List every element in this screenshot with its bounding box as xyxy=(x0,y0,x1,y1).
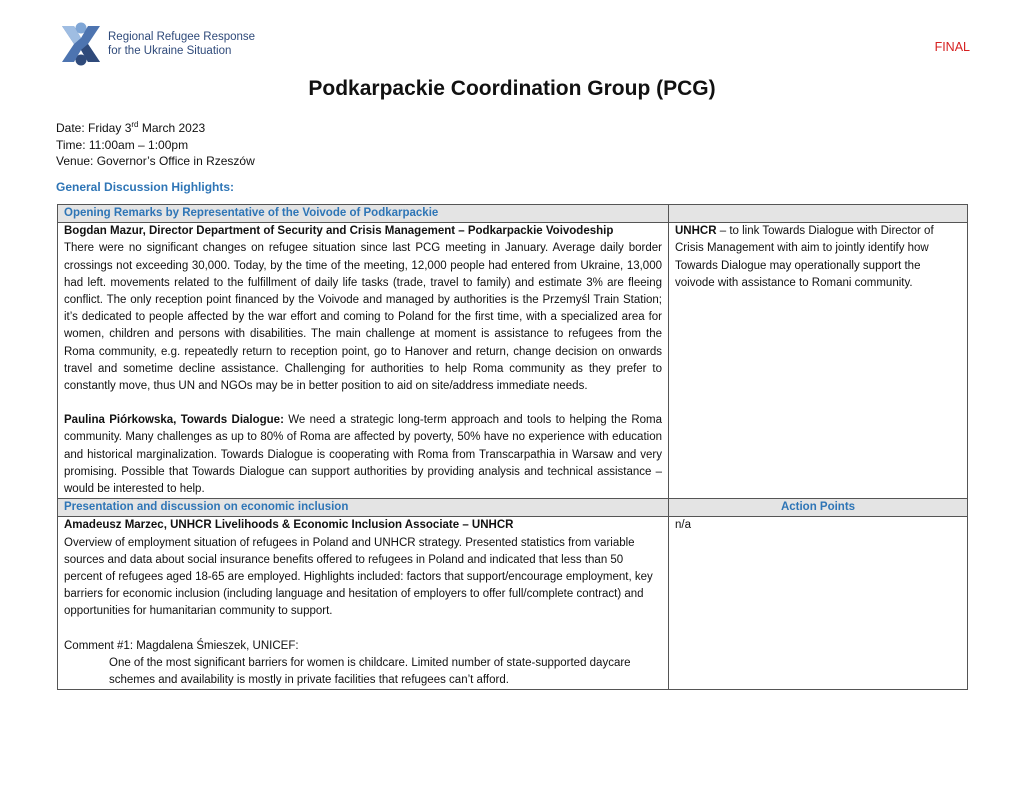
section1-row xyxy=(58,223,968,499)
section1-header-row xyxy=(58,205,968,223)
meeting-venue: Venue: Governor’s Office in Rzeszów xyxy=(56,154,255,168)
speaker2-name: Paulina Piórkowska, Towards Dialogue: xyxy=(64,414,284,427)
section1-header: Opening Remarks by Representative of the Voivode of Podkarpackie xyxy=(58,205,669,223)
highlights-heading: General Discussion Highlights: xyxy=(56,180,235,194)
action-text: – to link Towards Dialogue with Director of Crisis Management with aim to jointly identify how Towards Dialogue may operationally support the voivode with assistance to Romani community. xyxy=(675,225,934,289)
speaker1-name: Bogdan Mazur, Director Department of Security and Crisis Management – Podkarpackie Voivodeship xyxy=(64,225,614,238)
action-owner: UNHCR xyxy=(675,225,717,238)
comment-label: Comment #1: Magdalena Śmieszek, UNICEF: xyxy=(64,639,299,652)
section1-action xyxy=(669,223,968,499)
logo-line-2: for the Ukraine Situation xyxy=(108,45,232,57)
section1-discussion xyxy=(58,223,669,499)
speaker2-text: We need a strategic long-term approach and tools to helping the Roma community. Many challenges as up to 80% of Roma are affected by poverty, 50% have no experience with education and historical marginalization. Towards Dialogue is cooperating with Roma from Transcarpathia in Warsaw and very promising. Possible that Towards Dialogue can support authorities by providing analysis and technical assistance – would be interested to help. xyxy=(64,414,662,496)
section1-header-empty xyxy=(669,205,968,223)
speaker3-text: Overview of employment situation of refugees in Poland and UNHCR strategy. Presented statistics from variable sources and data about social insurance benefits offered to refugees in Poland and indicated that less than 50 percent of refugees aged 18-65 are employed. Highlights included: factors that support/encourage employment, key barriers for economic inclusion (including language and hesitation of employers to offer full/complete contract) and opportunities for humanitarian community to support. xyxy=(64,536,653,618)
speaker3-name: Amadeusz Marzec, UNHCR Livelihoods & Economic Inclusion Associate – UNHCR xyxy=(64,519,514,532)
action-points-header: Action Points xyxy=(669,499,968,517)
section2-header-row xyxy=(58,499,968,517)
speaker1-text: There were no significant changes on refugee situation since last PCG meeting in January. Average daily border crossings not exceeding 30,000. Today, by the time of the meeting, 12,000 people had entered from Ukraine, 13,000 had left. movements related to the fulfillment of daily life tasks (trade, travel to family) and estimate 3% are fleeing conflict. The only reception point financed by the Voivode and managed by authorities is the Przemyśl Train Station; it’s dedicated to people affected by the war effort and coming to Poland for the first time, with a specialized area for women, children and persons with disabilities. The main challenge at moment is assistance to refugees from the Roma community, e.g. repeatedly return to reception point, go to Hanover and return, change decision on onwards travel and sometime decline assistance. Challenging for authorities to help Roma community as they prefer to constantly move, thus UN and NGOs may be in better position to aid on site/address immediate needs. xyxy=(64,242,662,393)
minutes-table xyxy=(57,204,968,690)
comment-text: One of the most significant barriers for women is childcare. Limited number of state-supported daycare schemes and availability is mostly in private facilities that refugees can’t afford. xyxy=(109,656,631,687)
logo-line-1: Regional Refugee Response xyxy=(108,31,256,43)
section2-row xyxy=(58,517,968,690)
document-title: Podkarpackie Coordination Group (PCG) xyxy=(308,77,716,100)
meeting-date: Date: Friday 3rd March 2023 xyxy=(56,120,206,135)
section2-header: Presentation and discussion on economic inclusion xyxy=(58,499,669,517)
logo-text xyxy=(108,30,255,58)
meeting-meta xyxy=(56,117,255,170)
section2-discussion xyxy=(58,517,669,690)
meeting-time: Time: 11:00am – 1:00pm xyxy=(56,137,189,152)
logo-mark-icon xyxy=(58,20,104,68)
section2-action: n/a xyxy=(669,517,968,690)
final-label: FINAL xyxy=(934,40,970,54)
speaker2-paragraph xyxy=(64,412,662,498)
